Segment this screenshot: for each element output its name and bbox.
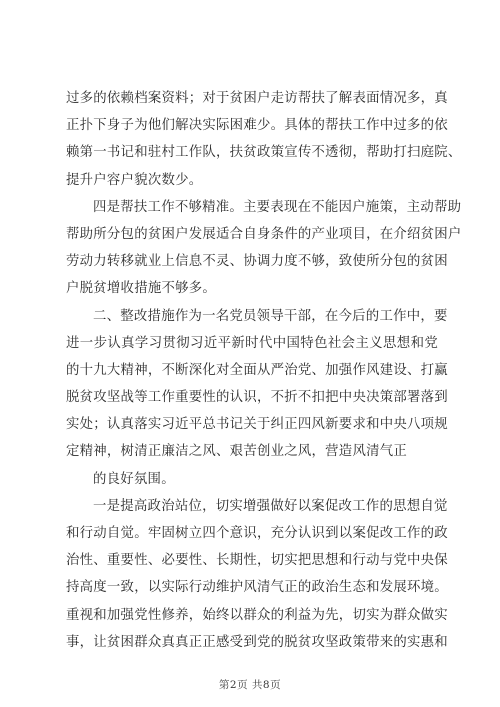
text-line: 的良好氛围。 [93,471,175,487]
text-line: 定精神，树清正廉洁之风、艰苦创业之风，营造风清气正 [66,444,408,460]
text-line: 持高度一致，以实际行动维护风清气正的政治生态和发展环境。 [66,580,448,596]
text-line: 一是提高政治站位，切实增强做好以案促改工作的思想自觉 [93,498,448,514]
text-line: 脱贫攻坚战等工作重要性的认识，不折不扣把中央决策部署落到 [66,390,448,406]
text-line: 和行动自觉。牢固树立四个意识，充分认识到以案促改工作的政 [66,526,448,541]
text-line: 帮助所分包的贫困户发展适合自身条件的产业项目，在介绍贫困户 [66,226,462,242]
text-line: 二、整改措施作为一名党员领导干部，在今后的工作中，要 [93,308,448,324]
page-number: 第2页 共8页 [218,679,282,691]
text-line: 实处；认真落实习近平总书记关于纠正四风新要求和中央八项规 [66,417,448,433]
text-line: 正扑下身子为他们解决实际困难少。具体的帮扶工作中过多的依 [66,118,448,134]
text-line: 重视和加强党性修养，始终以群众的利益为先，切实为群众做实 [66,607,448,623]
text-line: 治性、重要性、必要性、长期性，切实把思想和行动与党中央保 [66,553,448,569]
text-line: 四是帮扶工作不够精准。主要表现在不能因户施策，主动帮助 [93,199,462,215]
body-text [66,85,462,656]
text-line: 进一步认真学习贯彻习近平新时代中国特色社会主义思想和党 [66,335,438,351]
text-line: 事，让贫困群众真真正正感受到党的脱贫攻坚政策带来的实惠和 [66,634,448,650]
text-line: 赖第一书记和驻村工作队，扶贫政策宣传不透彻，帮助打扫庭院、 [66,145,462,161]
text-line: 过多的依赖档案资料；对于贫困户走访帮扶了解表面情况多，真 [66,91,448,106]
text-line: 户脱贫增收措施不够多。 [66,281,217,297]
text-line: 劳动力转移就业上信息不灵、协调力度不够，致使所分包的贫困 [66,254,448,270]
text-line: 的十九大精神，不断深化对全面从严治党、加强作风建设、打赢 [66,362,448,378]
text-line: 提升户容户貌次数少。 [66,172,203,188]
